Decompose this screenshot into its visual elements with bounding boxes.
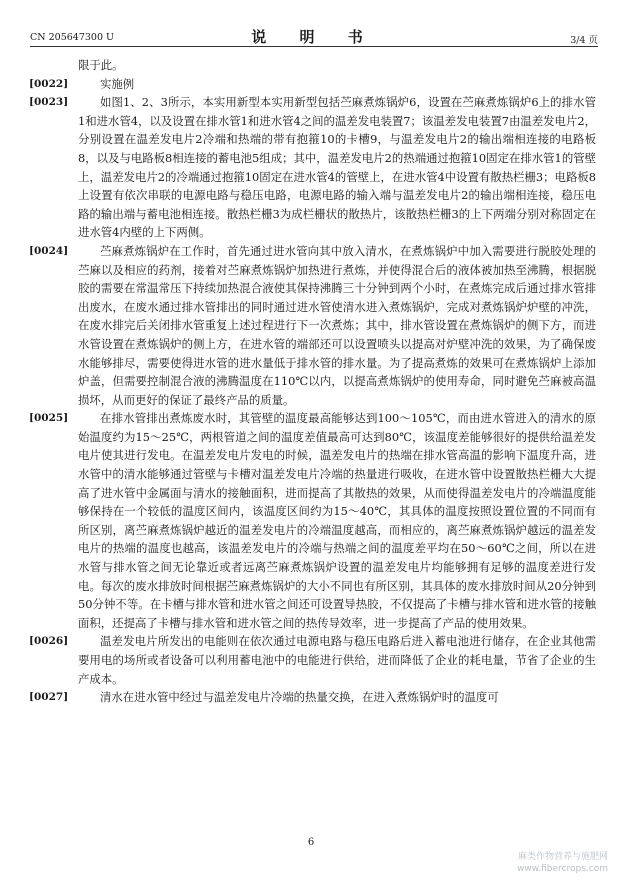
watermark [517,851,608,875]
paragraph-0026 [29,632,596,688]
paragraph-number: [0024] [29,244,69,257]
paragraph-number: [0027] [29,691,69,704]
paragraph-0024 [29,242,596,409]
paragraph-number: [0026] [29,635,69,648]
document-body [29,56,596,707]
watermark-url: www.fibercrops.com [517,864,608,874]
document-title: 说 明 书 [251,28,377,46]
paragraph-0025 [29,409,596,632]
paragraph-0023 [29,93,596,242]
paragraph-number: [0023] [29,96,69,109]
page-header [30,24,598,47]
paragraph-text: 清水在进水管中经过与温差发电片冷端的热量交换，在进入煮炼锅炉时的温度可 [100,690,499,705]
paragraph-text: 温差发电片所发出的电能则在依次通过电源电路与稳压电路后进入蓄电池进行储存，在企业其他需要用电的场所或者设备可以利用蓄电池中的电能进行供给，进而降低了企业的耗电量，节省了企业的生产成本。 [78,634,596,686]
intro-line: 限于此。 [78,58,124,72]
page-indicator: 3/4 页 [570,35,598,46]
paragraph-text: 在排水管排出煮炼废水时，其管壁的温度最高能够达到100～105℃，而由进水管进入的清水的原始温度约为15～25℃，两根管道之间的温度差值最高可达到80℃，该温度差能够很好的提供给温差发电片使其进行发电。在温差发电片发电的时候，温差发电片的热端在排水管高温的影响下温度升高，进水管中的清水能够通过管壁与卡槽对温差发电片冷端的热量进行吸收，在进水管中设置散热栏栅大大提高了进水管中金属面与清水的接触面积，进而提高了其散热的效果，从而使得温差发电片的冷端温度能够保持在一个较低的温度区间内，该温度区间约为15～40℃，其具体的温度按照设置位置的不同而有所区别，离苎麻煮炼锅炉越近的温差发电片的冷端温度越高，而相应的，离苎麻煮炼锅炉越远的温差发电片的热端的温度也越高，该温差发电片的冷端与热端之间的温度差平均在50～60℃之间，所以在进水管与排水管之间无论靠近或者远离苎麻煮炼锅炉设置的温差发电片均能够拥有足够的温度差进行发电。每次的废水排放时间根据苎麻煮炼锅炉的大小不同也有所区别，其具体的废水排放时间从20分钟到50分钟不等。在卡槽与排水管和进水管之间还可设置导热胶，不仅提高了卡槽与排水管和进水管的接触面积，还提高了卡槽与排水管和进水管之间的热传导效率，进一步提高了产品的使用效果。 [78,411,596,630]
page-number: 6 [307,837,315,848]
paragraph-text: 苎麻煮炼锅炉在工作时，首先通过进水管向其中放入清水，在煮炼锅炉中加入需要进行脱胶处理的苎麻以及相应的药剂，接着对苎麻煮炼锅炉加热进行煮炼，并使得混合后的液体被加热至沸腾，根据脱胶的需要在常温常压下持续加热混合液使其保持沸腾三十分钟到两个小时，在煮炼完成后通过排水管排出废水，在废水通过排水管排出的同时通过进水管使清水进入煮炼锅炉，完成对煮炼锅炉炉壁的冲洗，在废水排完后关闭排水管重复上述过程进行下一次煮炼；其中，排水管设置在煮炼锅炉的侧下方，而进水管设置在煮炼锅炉的侧上方，在进水管的端部还可以设置喷头以提高对炉壁冲洗的效果，为了确保废水能够排尽，需要使得进水管的进水量低于排水管的排水量。为了提高煮炼的效果可在煮炼锅炉上添加炉盖，但需要控制混合液的沸腾温度在110℃以内，以提高煮炼锅炉的使用寿命，同时避免苎麻被高温损坏，从而更好的保证了最终产品的质量。 [78,243,596,407]
paragraph-number: [0025] [29,412,69,425]
paragraph-0027 [29,688,596,707]
watermark-title: 麻类作物营养与施肥网 [517,852,608,862]
section-number: [0022] [29,77,69,90]
section-title: 实施例 [100,76,135,91]
section-heading [29,75,596,94]
paragraph-text: 如图1、2、3所示，本实用新型本实用新型包括苎麻煮炼锅炉6，设置在苎麻煮炼锅炉6上的排水管1和进水管4，以及设置在排水管1和进水管4之间的温差发电装置7；该温差发电装置7由温差发电片2，分别设置在温差发电片2冷端和热端的带有抱箍10的卡槽9，与温差发电片2的输出端相连接的电路板8，以及与电路板8相连接的蓄电池5组成；其中，温差发电片2的热端通过抱箍10固定在排水管1的管壁上，温差发电片2的冷端通过抱箍10固定在进水管4的管壁上，在进水管4中设置有散热栏栅3；电路板8上设置有依次串联的电源电路与稳压电路，电源电路的输入端与温差发电片2的输出端相连接，稳压电路的输出端与蓄电池相连接。散热栏栅3为成栏栅状的散热片，该散热栏栅3的上下两端分别对称固定在进水管4内壁的上下两侧。 [78,95,596,240]
patent-number: CN 205647300 U [30,32,115,43]
